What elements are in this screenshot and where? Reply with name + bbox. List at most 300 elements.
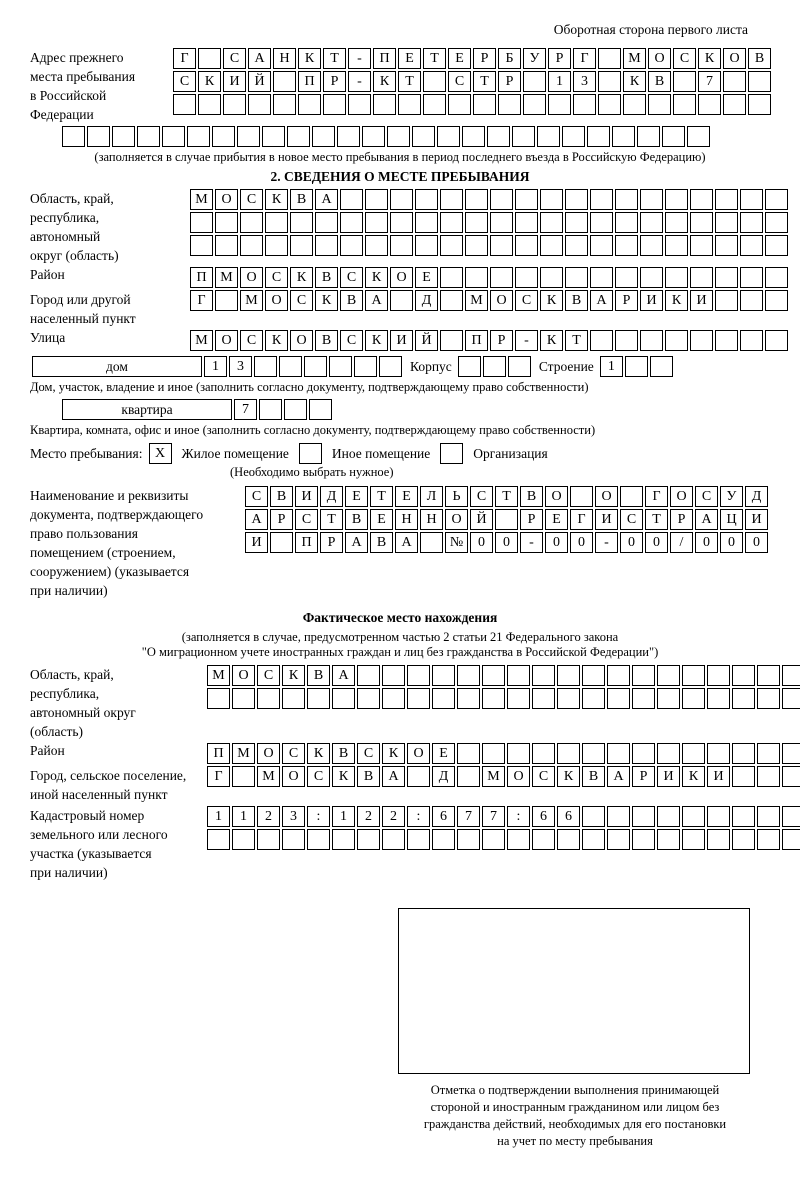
char-cell[interactable] [440, 290, 463, 311]
stay-type-checkbox-1[interactable]: X [149, 443, 172, 464]
char-cell[interactable]: Е [448, 48, 471, 69]
char-cell[interactable] [540, 267, 563, 288]
char-cell[interactable]: К [298, 48, 321, 69]
char-cell[interactable] [640, 235, 663, 256]
char-cell[interactable] [512, 126, 535, 147]
char-cell[interactable] [540, 212, 563, 233]
char-cell[interactable]: Е [345, 486, 368, 507]
stamp-box[interactable] [398, 908, 750, 1074]
char-cell[interactable] [657, 688, 680, 709]
char-cell[interactable] [582, 743, 605, 764]
char-cell[interactable] [682, 829, 705, 850]
char-cell[interactable] [237, 126, 260, 147]
char-cell[interactable] [348, 94, 371, 115]
char-cell[interactable] [232, 766, 255, 787]
char-cell[interactable] [632, 829, 655, 850]
char-cell[interactable] [508, 356, 531, 377]
char-cell[interactable]: 2 [257, 806, 280, 827]
char-cell[interactable] [498, 94, 521, 115]
char-cell[interactable]: О [445, 509, 468, 530]
char-cell[interactable]: 0 [545, 532, 568, 553]
char-cell[interactable]: М [190, 330, 213, 351]
char-cell[interactable] [623, 94, 646, 115]
char-cell[interactable] [615, 212, 638, 233]
stay-type-checkbox-2[interactable] [299, 443, 322, 464]
char-cell[interactable]: Р [323, 71, 346, 92]
char-cell[interactable]: О [723, 48, 746, 69]
char-cell[interactable]: Т [473, 71, 496, 92]
char-cell[interactable] [173, 94, 196, 115]
char-cell[interactable]: Т [495, 486, 518, 507]
char-cell[interactable] [265, 212, 288, 233]
char-cell[interactable] [515, 267, 538, 288]
char-cell[interactable] [557, 665, 580, 686]
char-cell[interactable]: 0 [720, 532, 743, 553]
char-cell[interactable] [432, 688, 455, 709]
char-cell[interactable]: П [465, 330, 488, 351]
char-cell[interactable] [462, 126, 485, 147]
char-cell[interactable] [598, 48, 621, 69]
char-cell[interactable] [490, 267, 513, 288]
char-cell[interactable] [362, 126, 385, 147]
char-cell[interactable] [415, 235, 438, 256]
char-cell[interactable] [423, 71, 446, 92]
char-cell[interactable] [657, 829, 680, 850]
char-cell[interactable] [307, 688, 330, 709]
char-cell[interactable]: Т [320, 509, 343, 530]
char-cell[interactable] [457, 743, 480, 764]
char-cell[interactable] [137, 126, 160, 147]
char-cell[interactable] [707, 665, 730, 686]
char-cell[interactable]: В [748, 48, 771, 69]
char-cell[interactable] [657, 806, 680, 827]
char-cell[interactable]: С [257, 665, 280, 686]
char-cell[interactable]: К [557, 766, 580, 787]
char-cell[interactable] [682, 665, 705, 686]
char-cell[interactable] [665, 212, 688, 233]
char-cell[interactable]: Р [520, 509, 543, 530]
char-cell[interactable] [732, 665, 755, 686]
char-cell[interactable]: Р [670, 509, 693, 530]
char-cell[interactable] [190, 235, 213, 256]
char-cell[interactable] [662, 126, 685, 147]
char-cell[interactable]: К [365, 330, 388, 351]
char-cell[interactable]: М [465, 290, 488, 311]
char-cell[interactable] [482, 665, 505, 686]
char-cell[interactable]: 0 [620, 532, 643, 553]
char-cell[interactable] [382, 688, 405, 709]
char-cell[interactable] [432, 665, 455, 686]
char-cell[interactable] [782, 743, 800, 764]
char-cell[interactable]: Р [498, 71, 521, 92]
char-cell[interactable]: М [482, 766, 505, 787]
char-cell[interactable] [632, 806, 655, 827]
char-cell[interactable] [340, 212, 363, 233]
char-cell[interactable]: Т [398, 71, 421, 92]
char-cell[interactable] [273, 71, 296, 92]
char-cell[interactable]: С [173, 71, 196, 92]
char-cell[interactable]: 1 [232, 806, 255, 827]
char-cell[interactable]: Р [548, 48, 571, 69]
char-cell[interactable] [715, 267, 738, 288]
char-cell[interactable] [390, 235, 413, 256]
char-cell[interactable]: Н [395, 509, 418, 530]
char-cell[interactable]: Н [273, 48, 296, 69]
char-cell[interactable]: К [698, 48, 721, 69]
char-cell[interactable] [304, 356, 327, 377]
char-cell[interactable] [690, 267, 713, 288]
char-cell[interactable] [715, 235, 738, 256]
char-cell[interactable]: В [520, 486, 543, 507]
char-cell[interactable]: А [245, 509, 268, 530]
char-cell[interactable] [340, 235, 363, 256]
char-cell[interactable]: / [670, 532, 693, 553]
char-cell[interactable] [707, 688, 730, 709]
char-cell[interactable] [382, 829, 405, 850]
char-cell[interactable] [532, 829, 555, 850]
char-cell[interactable] [357, 665, 380, 686]
char-cell[interactable] [765, 212, 788, 233]
char-cell[interactable]: 1 [207, 806, 230, 827]
char-cell[interactable]: 1 [332, 806, 355, 827]
char-cell[interactable] [707, 806, 730, 827]
char-cell[interactable]: К [682, 766, 705, 787]
char-cell[interactable]: П [373, 48, 396, 69]
char-cell[interactable] [382, 665, 405, 686]
char-cell[interactable]: О [390, 267, 413, 288]
char-cell[interactable] [490, 235, 513, 256]
char-cell[interactable] [665, 330, 688, 351]
char-cell[interactable] [507, 665, 530, 686]
char-cell[interactable]: С [448, 71, 471, 92]
char-cell[interactable] [507, 688, 530, 709]
char-cell[interactable] [373, 94, 396, 115]
char-cell[interactable]: О [290, 330, 313, 351]
char-cell[interactable] [282, 829, 305, 850]
char-cell[interactable]: Д [745, 486, 768, 507]
char-cell[interactable]: Ц [720, 509, 743, 530]
stay-type-checkbox-3[interactable] [440, 443, 463, 464]
char-cell[interactable] [265, 235, 288, 256]
char-cell[interactable] [573, 94, 596, 115]
char-cell[interactable] [648, 94, 671, 115]
char-cell[interactable] [782, 688, 800, 709]
char-cell[interactable]: 0 [745, 532, 768, 553]
char-cell[interactable] [415, 189, 438, 210]
char-cell[interactable] [465, 189, 488, 210]
char-cell[interactable] [690, 212, 713, 233]
char-cell[interactable]: 1 [204, 356, 227, 377]
char-cell[interactable] [232, 829, 255, 850]
char-cell[interactable]: 3 [282, 806, 305, 827]
char-cell[interactable]: О [407, 743, 430, 764]
char-cell[interactable]: П [298, 71, 321, 92]
char-cell[interactable] [532, 688, 555, 709]
char-cell[interactable] [259, 399, 282, 420]
char-cell[interactable]: И [690, 290, 713, 311]
char-cell[interactable] [740, 235, 763, 256]
char-cell[interactable]: Ь [445, 486, 468, 507]
char-cell[interactable] [407, 766, 430, 787]
char-cell[interactable] [515, 235, 538, 256]
char-cell[interactable] [112, 126, 135, 147]
char-cell[interactable] [440, 212, 463, 233]
char-cell[interactable] [465, 267, 488, 288]
char-cell[interactable] [490, 212, 513, 233]
char-cell[interactable] [357, 688, 380, 709]
char-cell[interactable] [232, 688, 255, 709]
char-cell[interactable] [162, 126, 185, 147]
char-cell[interactable]: С [245, 486, 268, 507]
char-cell[interactable] [532, 743, 555, 764]
char-cell[interactable] [615, 189, 638, 210]
char-cell[interactable] [615, 267, 638, 288]
char-cell[interactable]: О [507, 766, 530, 787]
char-cell[interactable] [765, 267, 788, 288]
char-cell[interactable]: 0 [495, 532, 518, 553]
char-cell[interactable] [515, 189, 538, 210]
char-cell[interactable] [298, 94, 321, 115]
char-cell[interactable]: М [257, 766, 280, 787]
char-cell[interactable] [698, 94, 721, 115]
char-cell[interactable]: К [373, 71, 396, 92]
char-cell[interactable]: Р [473, 48, 496, 69]
char-cell[interactable]: Л [420, 486, 443, 507]
char-cell[interactable]: Й [248, 71, 271, 92]
char-cell[interactable]: И [223, 71, 246, 92]
char-cell[interactable]: - [348, 48, 371, 69]
char-cell[interactable] [483, 356, 506, 377]
char-cell[interactable]: О [490, 290, 513, 311]
char-cell[interactable]: Н [420, 509, 443, 530]
char-cell[interactable]: - [520, 532, 543, 553]
char-cell[interactable] [690, 330, 713, 351]
char-cell[interactable]: О [265, 290, 288, 311]
char-cell[interactable] [315, 235, 338, 256]
char-cell[interactable] [309, 399, 332, 420]
char-cell[interactable]: У [523, 48, 546, 69]
char-cell[interactable] [337, 126, 360, 147]
char-cell[interactable] [732, 829, 755, 850]
char-cell[interactable] [607, 806, 630, 827]
char-cell[interactable] [507, 743, 530, 764]
char-cell[interactable] [407, 688, 430, 709]
char-cell[interactable] [637, 126, 660, 147]
char-cell[interactable]: О [215, 330, 238, 351]
char-cell[interactable] [254, 356, 277, 377]
char-cell[interactable] [782, 829, 800, 850]
char-cell[interactable]: № [445, 532, 468, 553]
char-cell[interactable]: Р [320, 532, 343, 553]
char-cell[interactable] [582, 829, 605, 850]
char-cell[interactable] [340, 189, 363, 210]
char-cell[interactable]: 6 [557, 806, 580, 827]
char-cell[interactable]: С [515, 290, 538, 311]
char-cell[interactable] [632, 665, 655, 686]
char-cell[interactable]: В [290, 189, 313, 210]
char-cell[interactable] [212, 126, 235, 147]
char-cell[interactable]: : [307, 806, 330, 827]
char-cell[interactable]: В [648, 71, 671, 92]
char-cell[interactable] [248, 94, 271, 115]
char-cell[interactable] [354, 356, 377, 377]
char-cell[interactable]: К [290, 267, 313, 288]
char-cell[interactable] [640, 330, 663, 351]
char-cell[interactable]: 7 [234, 399, 257, 420]
char-cell[interactable] [732, 806, 755, 827]
char-cell[interactable] [607, 665, 630, 686]
char-cell[interactable] [715, 290, 738, 311]
char-cell[interactable] [757, 688, 780, 709]
char-cell[interactable]: С [223, 48, 246, 69]
char-cell[interactable] [523, 94, 546, 115]
char-cell[interactable] [707, 829, 730, 850]
char-cell[interactable] [723, 71, 746, 92]
char-cell[interactable]: Д [320, 486, 343, 507]
char-cell[interactable] [432, 829, 455, 850]
char-cell[interactable] [540, 235, 563, 256]
char-cell[interactable] [582, 806, 605, 827]
char-cell[interactable] [495, 509, 518, 530]
char-cell[interactable] [357, 829, 380, 850]
char-cell[interactable] [757, 665, 780, 686]
char-cell[interactable]: Г [173, 48, 196, 69]
char-cell[interactable]: С [470, 486, 493, 507]
char-cell[interactable]: И [745, 509, 768, 530]
char-cell[interactable]: В [332, 743, 355, 764]
char-cell[interactable]: В [315, 267, 338, 288]
char-cell[interactable] [215, 290, 238, 311]
char-cell[interactable]: Т [370, 486, 393, 507]
char-cell[interactable] [590, 212, 613, 233]
char-cell[interactable] [565, 235, 588, 256]
char-cell[interactable]: Е [415, 267, 438, 288]
char-cell[interactable] [625, 356, 648, 377]
char-cell[interactable]: К [623, 71, 646, 92]
char-cell[interactable] [582, 688, 605, 709]
char-cell[interactable] [757, 743, 780, 764]
char-cell[interactable]: О [648, 48, 671, 69]
char-cell[interactable]: А [248, 48, 271, 69]
char-cell[interactable] [707, 743, 730, 764]
char-cell[interactable] [282, 688, 305, 709]
char-cell[interactable]: К [540, 290, 563, 311]
char-cell[interactable]: В [307, 665, 330, 686]
char-cell[interactable]: О [595, 486, 618, 507]
char-cell[interactable]: Д [432, 766, 455, 787]
char-cell[interactable] [740, 267, 763, 288]
char-cell[interactable] [640, 267, 663, 288]
char-cell[interactable] [490, 189, 513, 210]
char-cell[interactable] [62, 126, 85, 147]
char-cell[interactable]: И [657, 766, 680, 787]
char-cell[interactable]: А [695, 509, 718, 530]
char-cell[interactable] [557, 743, 580, 764]
char-cell[interactable]: С [290, 290, 313, 311]
char-cell[interactable] [740, 290, 763, 311]
char-cell[interactable]: С [295, 509, 318, 530]
char-cell[interactable]: - [595, 532, 618, 553]
char-cell[interactable]: В [270, 486, 293, 507]
char-cell[interactable] [457, 665, 480, 686]
char-cell[interactable]: С [673, 48, 696, 69]
char-cell[interactable] [732, 688, 755, 709]
char-cell[interactable]: Е [395, 486, 418, 507]
char-cell[interactable]: В [582, 766, 605, 787]
char-cell[interactable]: Й [415, 330, 438, 351]
char-cell[interactable]: Г [190, 290, 213, 311]
char-cell[interactable]: В [357, 766, 380, 787]
char-cell[interactable]: Р [632, 766, 655, 787]
char-cell[interactable] [412, 126, 435, 147]
char-cell[interactable] [582, 665, 605, 686]
char-cell[interactable] [465, 235, 488, 256]
char-cell[interactable] [440, 330, 463, 351]
char-cell[interactable] [365, 235, 388, 256]
char-cell[interactable] [732, 743, 755, 764]
char-cell[interactable]: 7 [482, 806, 505, 827]
char-cell[interactable] [273, 94, 296, 115]
char-cell[interactable] [640, 189, 663, 210]
char-cell[interactable]: К [382, 743, 405, 764]
char-cell[interactable] [290, 212, 313, 233]
char-cell[interactable]: 7 [698, 71, 721, 92]
char-cell[interactable]: О [670, 486, 693, 507]
char-cell[interactable] [290, 235, 313, 256]
char-cell[interactable]: У [720, 486, 743, 507]
char-cell[interactable]: Е [432, 743, 455, 764]
char-cell[interactable] [748, 94, 771, 115]
char-cell[interactable] [557, 829, 580, 850]
char-cell[interactable]: В [340, 290, 363, 311]
char-cell[interactable] [390, 189, 413, 210]
char-cell[interactable]: И [245, 532, 268, 553]
char-cell[interactable] [557, 688, 580, 709]
char-cell[interactable]: 2 [357, 806, 380, 827]
char-cell[interactable] [457, 688, 480, 709]
char-cell[interactable] [562, 126, 585, 147]
char-cell[interactable]: М [232, 743, 255, 764]
char-cell[interactable] [640, 212, 663, 233]
char-cell[interactable]: 1 [600, 356, 623, 377]
char-cell[interactable]: 0 [645, 532, 668, 553]
char-cell[interactable] [240, 212, 263, 233]
char-cell[interactable]: И [595, 509, 618, 530]
char-cell[interactable] [323, 94, 346, 115]
char-cell[interactable]: А [332, 665, 355, 686]
char-cell[interactable] [657, 743, 680, 764]
char-cell[interactable] [565, 212, 588, 233]
char-cell[interactable] [782, 806, 800, 827]
char-cell[interactable] [198, 48, 221, 69]
char-cell[interactable]: С [307, 766, 330, 787]
char-cell[interactable] [657, 665, 680, 686]
char-cell[interactable]: - [348, 71, 371, 92]
char-cell[interactable] [465, 212, 488, 233]
char-cell[interactable]: С [357, 743, 380, 764]
char-cell[interactable]: М [190, 189, 213, 210]
char-cell[interactable]: : [407, 806, 430, 827]
char-cell[interactable] [740, 212, 763, 233]
char-cell[interactable] [632, 743, 655, 764]
char-cell[interactable] [748, 71, 771, 92]
char-cell[interactable] [270, 532, 293, 553]
char-cell[interactable]: С [620, 509, 643, 530]
char-cell[interactable] [440, 189, 463, 210]
char-cell[interactable] [548, 94, 571, 115]
char-cell[interactable]: К [540, 330, 563, 351]
char-cell[interactable]: А [315, 189, 338, 210]
